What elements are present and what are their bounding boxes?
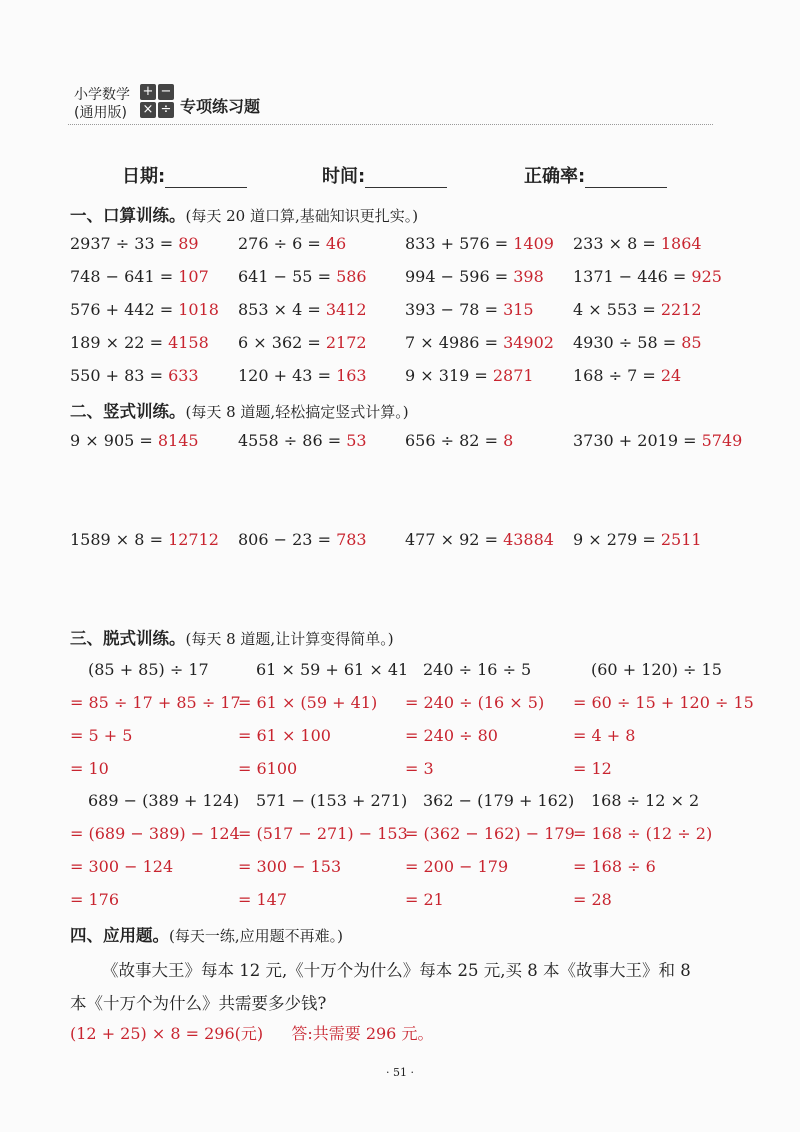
oral-item (70, 333, 209, 352)
stepwise-step: = 10 (70, 759, 109, 778)
oral-item (238, 234, 346, 253)
oral-answer: 1409 (513, 234, 554, 253)
vertical-answer: 12712 (168, 530, 219, 549)
stepwise-step: = 176 (70, 890, 120, 909)
section-word-note: (每天一练,应用题不再难。) (169, 927, 343, 945)
stepwise-expression: 571 − (153 + 271) (256, 791, 408, 810)
oral-question: 276 ÷ 6 = (238, 234, 326, 253)
stepwise-expression: (85 + 85) ÷ 17 (88, 660, 209, 679)
solution-answer: 答:共需要 296 元。 (291, 1024, 434, 1043)
oral-question: 4930 ÷ 58 = (573, 333, 682, 352)
stepwise-expression: 240 ÷ 16 ÷ 5 (423, 660, 532, 679)
minus-icon: − (158, 84, 174, 100)
stepwise-step: = 21 (405, 890, 444, 909)
section-word-problem (70, 922, 343, 946)
accuracy-field (524, 162, 667, 188)
section-vertical (70, 398, 409, 422)
stepwise-step: = 6100 (238, 759, 298, 778)
stepwise-expression: 168 ÷ 12 × 2 (591, 791, 700, 810)
brand-line-1: 小学数学 (74, 87, 130, 103)
oral-question: 393 − 78 = (405, 300, 504, 319)
stepwise-step: = 3 (405, 759, 434, 778)
date-field (122, 162, 247, 188)
vertical-answer: 8 (503, 431, 514, 450)
solution-calc: (12 + 25) × 8 = 296(元) (70, 1024, 264, 1043)
word-problem-solution (70, 1021, 433, 1044)
stepwise-step: = (689 − 389) − 124 (70, 824, 240, 843)
oral-answer: 89 (178, 234, 199, 253)
vertical-question: 4558 ÷ 86 = (238, 431, 347, 450)
section-stepwise-note: (每天 8 道题,让计算变得简单。) (185, 630, 394, 648)
oral-question: 120 + 43 = (238, 366, 337, 385)
stepwise-step: = 168 ÷ (12 ÷ 2) (573, 824, 713, 843)
oral-answer: 1018 (178, 300, 219, 319)
oral-question: 189 × 22 = (70, 333, 169, 352)
time-label: 时间: (322, 166, 366, 187)
header-title: 专项练习题 (180, 97, 261, 116)
page-header (68, 80, 713, 125)
time-field (322, 162, 447, 188)
vertical-question: 9 × 905 = (70, 431, 158, 450)
stepwise-expression: 362 − (179 + 162) (423, 791, 575, 810)
section-stepwise (70, 625, 394, 649)
stepwise-step: = 28 (573, 890, 612, 909)
vertical-item (70, 530, 219, 549)
oral-question: 4 × 553 = (573, 300, 661, 319)
oral-question: 7 × 4986 = (405, 333, 504, 352)
oral-item (70, 267, 209, 286)
stepwise-step: = 61 × 100 (238, 726, 331, 745)
oral-question: 748 − 641 = (70, 267, 179, 286)
oral-item (573, 267, 722, 286)
vertical-item (238, 530, 367, 549)
time-blank[interactable] (365, 169, 447, 188)
word-problem-line-1: 《故事大王》每本 12 元,《十万个为什么》每本 25 元,买 8 本《故事大王》和 8 (102, 961, 691, 980)
oral-item (405, 234, 554, 253)
oral-item (405, 300, 534, 319)
stepwise-step: = 200 − 179 (405, 857, 509, 876)
word-problem-text (70, 954, 750, 1020)
stepwise-step: = 61 × (59 + 41) (238, 693, 378, 712)
oral-answer: 24 (660, 366, 682, 385)
stepwise-step: = 300 − 153 (238, 857, 342, 876)
oral-question: 576 + 442 = (70, 300, 179, 319)
plus-icon: + (140, 84, 156, 100)
word-problem-line-2: 本《十万个为什么》共需要多少钱? (70, 994, 327, 1013)
stepwise-expression: 61 × 59 + 61 × 41 (256, 660, 409, 679)
oral-answer: 398 (513, 267, 544, 286)
vertical-item (405, 431, 513, 450)
stepwise-step: = 240 ÷ 80 (405, 726, 498, 745)
accuracy-blank[interactable] (585, 169, 667, 188)
oral-item (573, 333, 702, 352)
oral-question: 994 − 596 = (405, 267, 514, 286)
section-oral-note: (每天 20 道口算,基础知识更扎实。) (185, 207, 419, 225)
stepwise-step: = 85 ÷ 17 + 85 ÷ 17 (70, 693, 241, 712)
vertical-question: 1589 × 8 = (70, 530, 169, 549)
vertical-item (70, 431, 199, 450)
brand (74, 86, 130, 122)
oral-question: 853 × 4 = (238, 300, 326, 319)
oral-answer: 34902 (503, 333, 554, 352)
oral-item (238, 267, 367, 286)
stepwise-step: = 4 + 8 (573, 726, 636, 745)
oral-answer: 1864 (660, 234, 702, 253)
oral-item (573, 300, 702, 319)
oral-item (573, 366, 681, 385)
divide-icon: ÷ (158, 102, 174, 118)
oral-question: 6 × 362 = (238, 333, 326, 352)
brand-line-2: (通用版) (74, 105, 127, 121)
oral-answer: 2212 (660, 300, 702, 319)
oral-answer: 107 (178, 267, 209, 286)
oral-question: 233 × 8 = (573, 234, 661, 253)
vertical-question: 656 ÷ 82 = (405, 431, 504, 450)
vertical-item (405, 530, 554, 549)
vertical-answer: 43884 (503, 530, 554, 549)
section-stepwise-title: 三、脱式训练。 (70, 629, 186, 648)
oral-item (238, 333, 367, 352)
oral-answer: 3412 (325, 300, 367, 319)
date-blank[interactable] (165, 169, 247, 188)
oral-item (405, 267, 544, 286)
vertical-answer: 8145 (157, 431, 199, 450)
oral-item (70, 234, 199, 253)
section-word-title: 四、应用题。 (70, 926, 169, 945)
oral-question: 2937 ÷ 33 = (70, 234, 179, 253)
stepwise-step: = 147 (238, 890, 288, 909)
vertical-question: 3730 + 2019 = (573, 431, 702, 450)
oral-item (405, 333, 554, 352)
oral-answer: 925 (691, 267, 722, 286)
oral-question: 9 × 319 = (405, 366, 493, 385)
vertical-answer: 2511 (660, 530, 702, 549)
oral-answer: 315 (503, 300, 534, 319)
stepwise-step: = 5 + 5 (70, 726, 133, 745)
section-oral (70, 202, 418, 226)
oral-question: 168 ÷ 7 = (573, 366, 661, 385)
page-number: · 51 · (386, 1066, 414, 1079)
stepwise-step: = 12 (573, 759, 612, 778)
vertical-item (573, 530, 702, 549)
oral-item (238, 366, 367, 385)
oral-item (573, 234, 702, 253)
stepwise-step: = 168 ÷ 6 (573, 857, 656, 876)
vertical-question: 477 × 92 = (405, 530, 504, 549)
vertical-answer: 53 (346, 431, 367, 450)
vertical-question: 9 × 279 = (573, 530, 661, 549)
oral-item (238, 300, 367, 319)
operator-icons (140, 84, 174, 118)
section-oral-title: 一、口算训练。 (70, 206, 186, 225)
stepwise-step: = (517 − 271) − 153 (238, 824, 408, 843)
oral-answer: 586 (336, 267, 367, 286)
vertical-answer: 5749 (701, 431, 743, 450)
oral-answer: 85 (681, 333, 702, 352)
oral-question: 1371 − 446 = (573, 267, 692, 286)
stepwise-expression: 689 − (389 + 124) (88, 791, 240, 810)
oral-answer: 46 (325, 234, 347, 253)
oral-question: 641 − 55 = (238, 267, 337, 286)
oral-question: 550 + 83 = (70, 366, 169, 385)
oral-answer: 4158 (168, 333, 209, 352)
section-vertical-title: 二、竖式训练。 (70, 402, 186, 421)
oral-item (70, 300, 219, 319)
stepwise-expression: (60 + 120) ÷ 15 (591, 660, 722, 679)
date-label: 日期: (122, 166, 166, 187)
oral-answer: 2871 (492, 366, 534, 385)
stepwise-step: = 240 ÷ (16 × 5) (405, 693, 545, 712)
oral-item (405, 366, 534, 385)
multiply-icon: × (140, 102, 156, 118)
oral-question: 833 + 576 = (405, 234, 514, 253)
stepwise-step: = 300 − 124 (70, 857, 174, 876)
vertical-question: 806 − 23 = (238, 530, 337, 549)
vertical-item (238, 431, 367, 450)
section-vertical-note: (每天 8 道题,轻松搞定竖式计算。) (185, 403, 409, 421)
stepwise-step: = 60 ÷ 15 + 120 ÷ 15 (573, 693, 754, 712)
oral-item (70, 366, 199, 385)
stepwise-step: = (362 − 162) − 179 (405, 824, 575, 843)
accuracy-label: 正确率: (524, 166, 586, 187)
oral-answer: 633 (168, 366, 199, 385)
oral-answer: 2172 (325, 333, 367, 352)
vertical-answer: 783 (336, 530, 367, 549)
oral-answer: 163 (336, 366, 367, 385)
vertical-item (573, 431, 742, 450)
